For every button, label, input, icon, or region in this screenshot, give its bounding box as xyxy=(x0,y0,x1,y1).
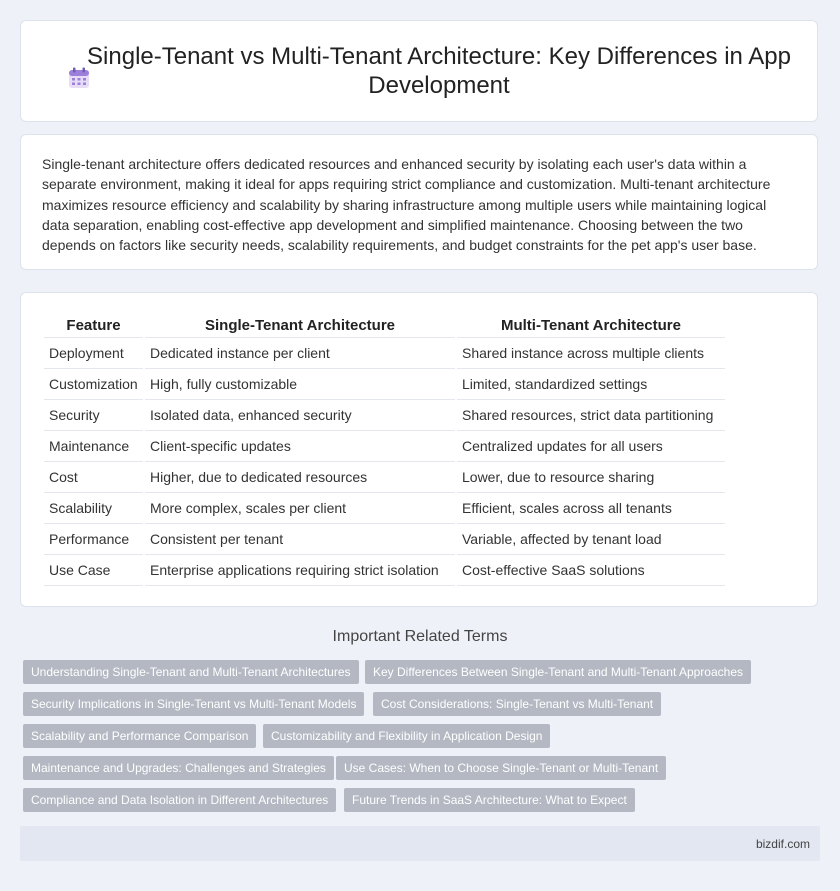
related-term-tag[interactable]: Security Implications in Single-Tenant vs Multi-Tenant Models xyxy=(23,692,364,716)
related-term-tag[interactable]: Customizability and Flexibility in Application Design xyxy=(263,724,550,748)
cell-single-tenant: More complex, scales per client xyxy=(145,493,455,524)
cell-single-tenant: High, fully customizable xyxy=(145,369,455,400)
title-card xyxy=(20,20,818,122)
cell-feature: Scalability xyxy=(44,493,143,524)
table-row xyxy=(44,462,725,493)
related-term-tag[interactable]: Key Differences Between Single-Tenant and Multi-Tenant Approaches xyxy=(365,660,751,684)
cell-multi-tenant: Lower, due to resource sharing xyxy=(457,462,725,493)
table-row xyxy=(44,338,725,369)
footer-brand: bizdif.com xyxy=(755,837,810,851)
table-row xyxy=(44,369,725,400)
comparison-table xyxy=(42,314,727,586)
cell-multi-tenant: Cost-effective SaaS solutions xyxy=(457,555,725,586)
cell-multi-tenant: Centralized updates for all users xyxy=(457,431,725,462)
intro-card xyxy=(20,134,818,270)
table-row xyxy=(44,400,725,431)
cell-multi-tenant: Variable, affected by tenant load xyxy=(457,524,725,555)
cell-feature: Security xyxy=(44,400,143,431)
cell-multi-tenant: Limited, standardized settings xyxy=(457,369,725,400)
table-row xyxy=(44,555,725,586)
header-single-tenant: Single-Tenant Architecture xyxy=(145,314,455,338)
cell-feature: Cost xyxy=(44,462,143,493)
related-term-tag[interactable]: Compliance and Data Isolation in Different Architectures xyxy=(23,788,336,812)
related-term-tag[interactable]: Future Trends in SaaS Architecture: What to Expect xyxy=(344,788,635,812)
intro-paragraph: Single-tenant architecture offers dedicated resources and enhanced security by isolating each user's data within a separate environment, making it ideal for apps requiring strict compliance and customization. Multi-tenant architecture maximizes resource efficiency and scalability by sharing infrastructure among multiple users while maintaining logical data separation, enabling cost-effective app development and simplified maintenance. Choosing between the two depends on factors like security needs, scalability requirements, and budget constraints for the pet app's user base. xyxy=(42,156,771,254)
header-feature: Feature xyxy=(44,314,143,338)
related-term-tag[interactable]: Scalability and Performance Comparison xyxy=(23,724,256,748)
related-term-tag[interactable]: Maintenance and Upgrades: Challenges and Strategies xyxy=(23,756,334,780)
calendar-icon xyxy=(68,67,90,89)
page-title: Single-Tenant vs Multi-Tenant Architecture: Key Differences in App Development xyxy=(87,43,791,99)
cell-multi-tenant: Efficient, scales across all tenants xyxy=(457,493,725,524)
cell-single-tenant: Higher, due to dedicated resources xyxy=(145,462,455,493)
footer xyxy=(20,826,820,861)
table-row xyxy=(44,493,725,524)
cell-feature: Use Case xyxy=(44,555,143,586)
cell-feature: Performance xyxy=(44,524,143,555)
cell-single-tenant: Consistent per tenant xyxy=(145,524,455,555)
cell-feature: Deployment xyxy=(44,338,143,369)
related-term-tag[interactable]: Use Cases: When to Choose Single-Tenant or Multi-Tenant xyxy=(336,756,666,780)
cell-single-tenant: Client-specific updates xyxy=(145,431,455,462)
comparison-card xyxy=(20,292,818,607)
cell-single-tenant: Isolated data, enhanced security xyxy=(145,400,455,431)
cell-feature: Maintenance xyxy=(44,431,143,462)
cell-feature: Customization xyxy=(44,369,143,400)
related-term-tag[interactable]: Cost Considerations: Single-Tenant vs Multi-Tenant xyxy=(373,692,661,716)
table-row xyxy=(44,431,725,462)
cell-multi-tenant: Shared instance across multiple clients xyxy=(457,338,725,369)
cell-single-tenant: Dedicated instance per client xyxy=(145,338,455,369)
cell-single-tenant: Enterprise applications requiring strict isolation xyxy=(145,555,455,586)
related-terms-title: Important Related Terms xyxy=(332,628,508,645)
table-row xyxy=(44,524,725,555)
related-term-tag[interactable]: Understanding Single-Tenant and Multi-Tenant Architectures xyxy=(23,660,359,684)
table-header-row xyxy=(44,314,725,338)
header-multi-tenant: Multi-Tenant Architecture xyxy=(457,314,725,338)
cell-multi-tenant: Shared resources, strict data partitioning xyxy=(457,400,725,431)
